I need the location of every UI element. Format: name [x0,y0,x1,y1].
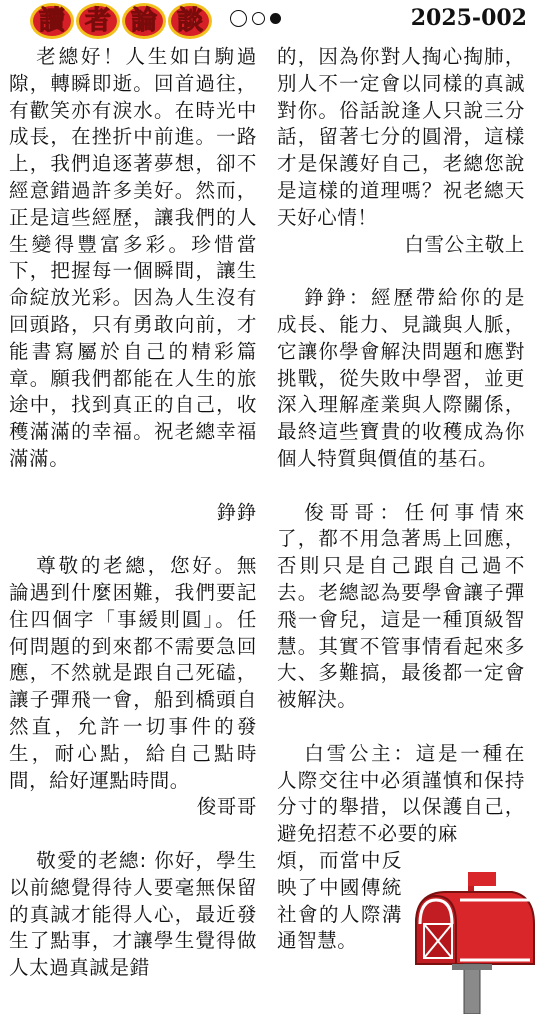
signature-3: 白雪公主敬上 [404,232,525,256]
reply-1: 錚錚：經歷帶給你的是成長、能力、見識與人脈，它讓你學會解決問題和應對挑戰，從失敗中學習，並更深入理解產業與人際關係，最終這些寶貴的收穫成為你個人特質與價值的基石。 [277,286,525,470]
title-char-1: 讀 [30,3,74,39]
title-char-3: 論 [122,3,166,39]
letter-3-continued: 的，因為你對人掏心掏肺，別人不一定會以同樣的真誠對你。俗話說逢人只說三分話，留著七分的圓滑，這樣才是保護好自己，老總您說是這樣的道理嗎？祝老總天天好心情！ [277,45,525,229]
spacer [277,714,525,741]
signature-2: 俊哥哥 [196,795,257,819]
header [0,0,545,42]
reply-3-narrow: 煩，而當中反映了中國傳統社會的人際溝通智慧。 [277,848,402,953]
circle-outline-small-icon [252,12,265,25]
signature-1: 錚錚 [216,500,257,524]
letter-1: 老總好！人生如白駒過隙，轉瞬即逝。回首過往，有歡笑亦有淚水。在時光中成長，在挫折中前進。一路上，我們追逐著夢想，卻不經意錯過許多美好。然而，正是這些經歷，讓我們的人生變得豐富多彩。珍惜當下，把握每一個瞬間，讓生命綻放光彩。因為人生沒有回頭路，只有勇敢向前，才能書寫屬於自己的精彩篇章。願我們都能在人生的旅途中，找到真正的自己，收穫滿滿的幸福。祝老總幸福滿滿。 [9,45,257,470]
spacer [277,473,525,500]
letter-2: 尊敬的老總，您好。無論遇到什麼困難，我們要記住四個字「事緩則圓」。任何問題的到來都不需要急回應，不然就是跟自己死磕，讓子彈飛一會，船到橋頭自然直，允許一切事件的發生，耐心點，給自己點時間，給好運點時間。 [9,554,257,792]
spacer [9,473,257,500]
spacer [9,526,257,553]
spacer [277,258,525,285]
right-column [277,44,525,955]
title-char-4: 談 [168,3,212,39]
circle-filled-icon [270,13,281,24]
section-title [30,3,212,39]
left-column [9,44,257,982]
reply-2: 俊哥哥：任何事情來了，都不用急著馬上回應，否則只是自己跟自己過不去。老總認為要學會讓子彈飛一會兒，這是一種頂級智慧。其實不管事情看起來多大、多難搞，最後都一定會被解決。 [277,500,525,712]
decorative-dots [230,10,281,27]
letter-3: 敬愛的老總: 你好，學生以前總覺得待人要毫無保留的真誠才能得人心，最近發生了點事，才讓學生覺得做人太過真誠是錯 [9,848,257,980]
title-char-2: 者 [76,3,120,39]
issue-number: 2025-002 [410,5,527,31]
spacer [9,821,257,848]
reply-3: 白雪公主：這是一種在人際交往中必須謹慎和保持分寸的舉措，以保護自己，避免招惹不必要的麻 [277,741,525,846]
mailbox-icon [402,866,542,1014]
circle-outline-icon [230,10,247,27]
